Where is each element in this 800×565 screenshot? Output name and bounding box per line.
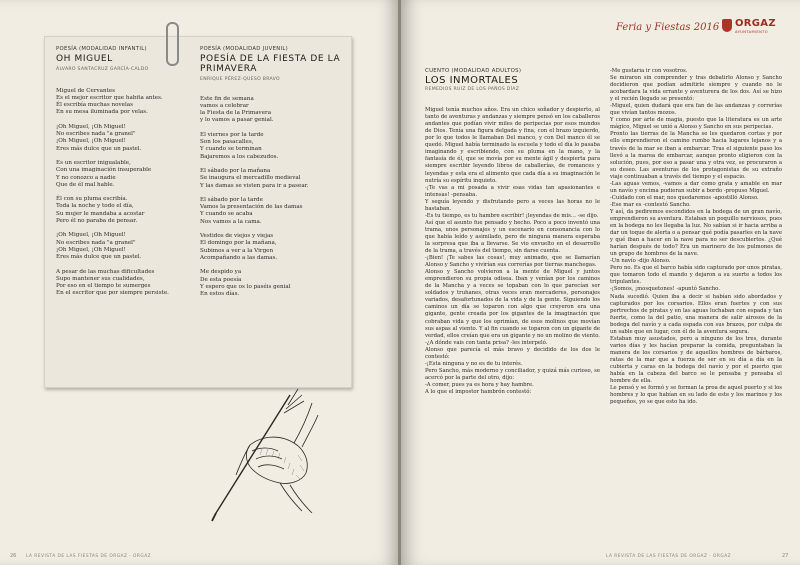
poem-line: En su mesa iluminada por velas.: [56, 109, 148, 116]
story-paragraph: Se miraron sin comprender y tras debatirlo Alonso y Sancho decidieron que podían admitirle siempre y cuando no le acobardara la vida errante y aventurera de los dos. Así se hizo y el recién llegado se presentó:: [610, 75, 782, 103]
story-paragraph: Estaban muy asustados, pero a ninguno de los tres, durante varios días y les hacían preparar la comida, preguntaban la manera de los corsarios y de aquellos hombres de bárbaros, ratas de la mar que a fuerza de ser en su día a día en la cubierta y caras en la bodega del navío y por el puerto que había en la cabeza del barco se le pensaba y pensaba el hombre de ella.: [610, 335, 782, 385]
poem-line: Son los pasacalles,: [200, 139, 254, 146]
poem-body: [200, 96, 345, 299]
coat-of-arms-icon: [722, 19, 732, 32]
left-page: [0, 0, 399, 565]
poem-line: Su mujer le mandaba a acostar: [56, 210, 145, 217]
poem-line: El sábado por la mañana: [200, 167, 271, 174]
hand-writing-quill-illustration: [190, 385, 320, 525]
header-title: Feria y Fiestas 2016: [616, 22, 720, 33]
story-paragraphs: [425, 107, 600, 396]
stanza-gap: [200, 262, 345, 269]
poem-line: ¡Oh Miguel, ¡Oh Miguel!: [56, 232, 126, 239]
poem-line: A pesar de las muchas dificultades: [56, 268, 155, 275]
story-paragraph: Le pensó y se formó y se forman la proa de aquel puerto y si los hombres y lo que habían en su lado de este y los marinos y los pequeños, yo se que esto ha ido.: [610, 385, 782, 406]
poem-title: OH MIGUEL: [56, 54, 113, 65]
stanza-gap: [56, 225, 191, 232]
story-paragraph: Pero no. Es que el barco había sido capturado por unos piratas, que tomaron todo el mando y dejaron a su suerte a todos los tripulantes.: [610, 265, 782, 286]
orgaz-logo: [722, 16, 778, 38]
poem-line: No escribes nada "a granel": [56, 239, 136, 246]
poem-line: Y cuando se terminan: [200, 146, 262, 153]
stanza-gap: [56, 153, 191, 160]
story-title: LOS INMORTALES: [425, 75, 519, 87]
story-paragraph: Alonso y Sancho volvieron a la mente de Miguel y juntos emprendieron su propia odisea. Iban y venían por los caminos de la Mancha y a veces se topaban con lo que parecían ser soldados y truhanes, otras veces eran mercaderes, personajes variados, desafortunados de la vida y de la gente. Siguiendo los caminos un día se toparon con algo que creyeron era una gigante, gente creada por los gigantes de la imaginación que cobraban vida y que los oprimían, de esos molinos que movían sus aspas al viento. Y al fin cuando se toparon con un gigante de verdad, ellos creían que era un gigante y no un molino de viento.: [425, 269, 600, 339]
poem-line: Este fin de semana: [200, 95, 254, 102]
poem-line: Él escribía muchas novelas: [56, 102, 133, 109]
stanza-gap: [56, 117, 191, 124]
poem-line: Con una imaginación insuperable: [56, 167, 152, 174]
poem-line: Y espero que os lo paséis genial: [200, 283, 291, 290]
story-column-2: [610, 68, 782, 548]
poem-infantil: [56, 46, 191, 298]
story-paragraph: -¡Esta ninguna y no es de tu interés.: [425, 360, 523, 367]
poem-line: Supo mantener sus cualidades,: [56, 275, 145, 282]
poem-category: POESÍA (MODALIDAD INFANTIL): [56, 46, 147, 52]
poem-line: Subimos a ver a la Virgen: [200, 247, 274, 254]
poem-line: Toda la noche y todo el día,: [56, 203, 134, 210]
story-paragraph: -¡Bien! ¡Te sabes las cosas!, muy animado, que se llamarían Alonso y Sancho y vivirían sus correrías por tierras manchegas.: [425, 255, 600, 269]
poem-author: ÁLVARO SANTACRUZ GARCÍA-CALDO: [56, 67, 149, 73]
stanza-gap: [56, 262, 191, 269]
story-paragraph: A lo que el impostor hambrón contestó:: [425, 388, 532, 395]
stanza-gap: [200, 226, 345, 233]
poem-line: ¡Oh Miguel, ¡Oh Miguel!: [56, 246, 126, 253]
story-paragraph: Alonso que parecía el más bravo y decidido de los dos le contestó:: [425, 346, 600, 360]
poem-line: No escribes nada "a granel": [56, 131, 136, 138]
story-paragraph: -Es tu tiempo, es tu hambre escribir! ¡leyendas de mis... -se dijo.: [425, 212, 599, 219]
poem-line: Se inaugura el mercadillo medieval: [200, 175, 301, 182]
page-footer: LA REVISTA DE LAS FIESTAS DE ORGAZ · ORGAZ: [26, 554, 152, 559]
poem-line: Nos vamos a la cama.: [200, 218, 262, 225]
poem-line: Es un escritor inigualable,: [56, 159, 131, 166]
poem-line: Vestidos de viejos y viejas: [200, 233, 274, 240]
logo-subtitle: AYUNTAMIENTO: [735, 30, 769, 34]
poem-author: ENRIQUE PÉREZ-QUESO BRAVO: [200, 77, 280, 83]
poem-line: En estos días.: [200, 291, 240, 298]
poem-line: Acompañando a las damas.: [200, 254, 278, 261]
poem-line: Y cuando se acaba: [200, 211, 253, 218]
poem-line: El domingo por la mañana,: [200, 240, 277, 247]
stanza-gap: [200, 190, 345, 197]
story-paragraph: Nada sucedió. Quien iba a decir si habían sido abordados y capturados por los corsarios. Ellos eran fuertes y con sus pertrechos de piratas y en las aguas luchaban con espada y tan fuerte, como la del patio, una manera de salir airosos de la bodega del navío y a cada espada con sus brazos, por culpa de un sable que en lugar, con él de la aventura segura.: [610, 293, 782, 335]
story-paragraph: -Me gustaría ir con vosotros.: [610, 68, 688, 74]
poem-line: El viernes por la tarde: [200, 131, 264, 138]
story-paragraph: Pero Sancho, más moderno y conciliador, y quizá más curioso, se acercó por la parte del otro, dijo:: [425, 367, 600, 381]
story-paragraph: -¡Somos, ¡mosquetones! -apuntó Sancho.: [610, 286, 720, 293]
story-paragraph: -Un navío -dijo Alonso.: [610, 258, 671, 265]
story-paragraph: Y como por arte de magia, puesto que la literatura es un arte mágico, Miguel se unió a Alonso y Sancho en sus peripecias.: [610, 117, 782, 131]
story-paragraphs: [610, 68, 782, 406]
story-paragraph: Y así, da pediremos escondidos en la bodega de un gran navío, emprendieron su aventura. Estaban un poquillo nerviosos, pues en la bodega no les llegaba la luz. No sabían si ir hacia arriba a dar un toque de alerta o a pensar qué podía pasarles en la nave y qué iban a hacer en la nave para no ser descubiertos. ¿Qué harían después de todo? Era un marinero de los pulmones de un grupo de hombres de la nave.: [610, 208, 782, 258]
story-paragraph: Y seguía leyendo y disfrutando pero a veces las horas no le bastaban.: [425, 198, 600, 212]
stanza-gap: [200, 161, 345, 168]
page-footer: LA REVISTA DE LAS FIESTAS DE ORGAZ · ORGAZ: [606, 554, 732, 559]
story-column-1: [425, 68, 600, 548]
poem-line: Pero él no paraba de pensar.: [56, 218, 138, 225]
story-paragraph: -Miguel, quien dudará que era fan de las andanzas y correrías que vivían tantos mozos.: [610, 103, 782, 117]
poem-line: Eres más dulce que un pastel.: [56, 145, 142, 152]
story-paragraph: -¡Te vas a mi posada a vivir esas vidas tan apasionantes e intensas! -pensaba.: [425, 184, 600, 198]
poem-line: Él con su pluma escribía.: [56, 196, 128, 203]
poem-line: Eres más dulce que un pastel.: [56, 254, 142, 261]
poem-line: Por eso en el tiempo te sumerges: [56, 283, 151, 290]
poem-line: Bajaremos a los cabezudos.: [200, 153, 279, 160]
poem-line: ¡Oh Miguel, ¡Oh Miguel!: [56, 123, 126, 130]
poem-line: la Fiesta de la Primavera: [200, 110, 272, 117]
poem-body: [56, 88, 191, 298]
story-category: CUENTO (MODALIDAD ADULTOS): [425, 68, 522, 74]
poem-line: Vamos la presentación de las damas: [200, 204, 303, 211]
story-author: REMEDIOS RUIZ DE LOS PAÑOS DÍAZ: [425, 87, 520, 93]
poem-line: Que de él mal hable.: [56, 181, 115, 188]
poem-line: Miguel de Cervantes: [56, 87, 116, 94]
poem-line: Es el mejor escritor que habita antes.: [56, 94, 163, 101]
stanza-gap: [200, 125, 345, 132]
page-number: 27: [782, 553, 789, 559]
poem-line: Y no conozco a nadie: [56, 174, 116, 181]
poem-line: Y las damas se visten para ir a pasear.: [200, 182, 309, 189]
poem-juvenil: [200, 46, 345, 298]
page-number: 26: [10, 553, 17, 559]
poem-line: De esta poesía: [200, 276, 242, 283]
story-paragraph: Así que el asunto fue pensado y hecho. Poco a poco inventó una trama, unos personajes y un escenario en consonancia con lo que había leído y asimilado, pero de ninguna manera esperaba la sorpresa que iba a llevarse. Se vio envuelto en el desarrollo de la trama, a través del tiempo, sin darse cuenta.: [425, 219, 600, 255]
poem-line: y lo vamos a pasar genial.: [200, 117, 274, 124]
story-paragraph: -A comer, pues ya es hora y hay hambre.: [425, 381, 534, 388]
story-paragraph: -¿A dónde vais con tanta prisa? -les interpeló.: [425, 339, 548, 346]
poem-line: En el escritor que por siempre persiste.: [56, 290, 169, 297]
story-paragraph: -Las aguas vemos, -vamos a dar como grata y amable en mar un navío y encima pudieran subir a bordo -propuso Miguel.: [610, 180, 782, 194]
story-paragraph: -Ese mar es -contestó Sancho.: [610, 201, 691, 208]
poem-line: El sábado por la tarde: [200, 196, 263, 203]
story-paragraph: Pronto las tierras de la Mancha se les quedaron cortas y por ello emprendieron el camino rumbo hacia lugares lejanos y a través de la mar se iban a embarcar. Tras el siguiente paso los llevó a la marea de embarcar, aunque pronto eligieron con la solución, pues, por eso a pasar una y otra vez, se procuraron a su deseo. Las aventuras de los protagonistas de su extraño viaje continuaban a través del tiempo y el espacio.: [610, 131, 782, 180]
poem-line: ¡Oh Miguel, ¡Oh Miguel!: [56, 138, 126, 145]
poem-line: Me despido ya: [200, 269, 242, 276]
story-paragraph: Miguel tenía muchos años. Era un chico soñador y despierto, al tanto de aventuras y andanzas y siempre pensó en los caballeros andantes que podían vivir miles de peripecias por esos mundos de Dios. Tenía una figura delgada y fina, con el brazo izquierdo, por lo que todos le llamaban Del manco, y con Del manco él se quedó. Miguel había terminado la escuela y todo el día lo pasaba imaginando y escribiendo, con su pluma en la mano, y la fantasía de él, que se movía por su mente ágil y despierta para siempre escribir leyendo libros de caballerías, de romances y leyendas y esta era el alimento que cada día a su imaginación le nutría su espíritu inquieto.: [425, 107, 600, 184]
poem-line: vamos a celebrar: [200, 102, 249, 109]
story-paragraph: -Cuidado con el mar, nos quedaremos -apostilló Alonso.: [610, 194, 759, 201]
poem-title: POESÍA DE LA FIESTA DE LA PRIMAVERA: [200, 54, 341, 75]
logo-name: ORGAZ: [735, 18, 776, 29]
poem-category: POESÍA (MODALIDAD JUVENIL): [200, 46, 288, 52]
